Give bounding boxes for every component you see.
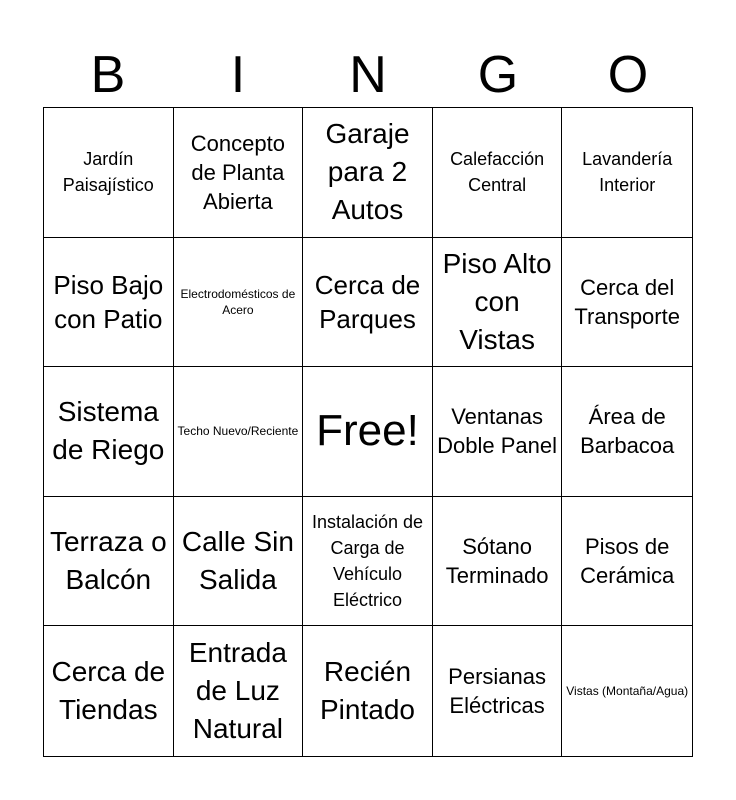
- bingo-cell[interactable]: Concepto de Planta Abierta: [174, 108, 304, 238]
- bingo-cell[interactable]: Lavandería Interior: [562, 108, 692, 238]
- bingo-cell[interactable]: Cerca del Transporte: [562, 238, 692, 368]
- bingo-cell[interactable]: Electrodomésticos de Acero: [174, 238, 304, 368]
- bingo-cell[interactable]: Vistas (Montaña/Agua): [566, 684, 689, 699]
- bingo-cell[interactable]: Jardín Paisajístico: [44, 108, 174, 238]
- bingo-cell[interactable]: Calefacción Central: [433, 108, 563, 238]
- bingo-cell[interactable]: Recién Pintado: [303, 626, 433, 756]
- bingo-cell[interactable]: Ventanas Doble Panel: [433, 367, 563, 497]
- bingo-header: [43, 42, 693, 108]
- header-letter-o: O: [607, 46, 649, 104]
- bingo-cell[interactable]: Terraza o Balcón: [44, 497, 174, 627]
- header-letter-i: I: [230, 46, 246, 104]
- bingo-cell[interactable]: Instalación de Carga de Vehículo Eléctrico: [303, 497, 433, 627]
- header-letter-n: N: [349, 46, 387, 104]
- bingo-cell[interactable]: Cerca de Parques: [303, 238, 433, 368]
- bingo-cell[interactable]: Techo Nuevo/Reciente: [174, 367, 304, 497]
- bingo-card-grid: [43, 107, 693, 757]
- header-letter-g: G: [477, 46, 519, 104]
- bingo-cell[interactable]: Sótano Terminado: [433, 497, 563, 627]
- bingo-cell[interactable]: Calle Sin Salida: [174, 497, 304, 627]
- free-space-cell[interactable]: Free!: [303, 367, 433, 497]
- bingo-cell[interactable]: Piso Alto con Vistas: [433, 238, 563, 368]
- bingo-cell[interactable]: Sistema de Riego: [44, 367, 174, 497]
- bingo-cell[interactable]: Piso Bajo con Patio: [44, 238, 174, 368]
- header-letter-b: B: [90, 46, 126, 104]
- bingo-cell[interactable]: Cerca de Tiendas: [44, 626, 174, 756]
- bingo-cell[interactable]: Persianas Eléctricas: [433, 626, 563, 756]
- bingo-cell[interactable]: Entrada de Luz Natural: [174, 626, 304, 756]
- bingo-cell[interactable]: Garaje para 2 Autos: [303, 108, 433, 238]
- bingo-cell[interactable]: Área de Barbacoa: [562, 367, 692, 497]
- bingo-cell[interactable]: Pisos de Cerámica: [562, 497, 692, 627]
